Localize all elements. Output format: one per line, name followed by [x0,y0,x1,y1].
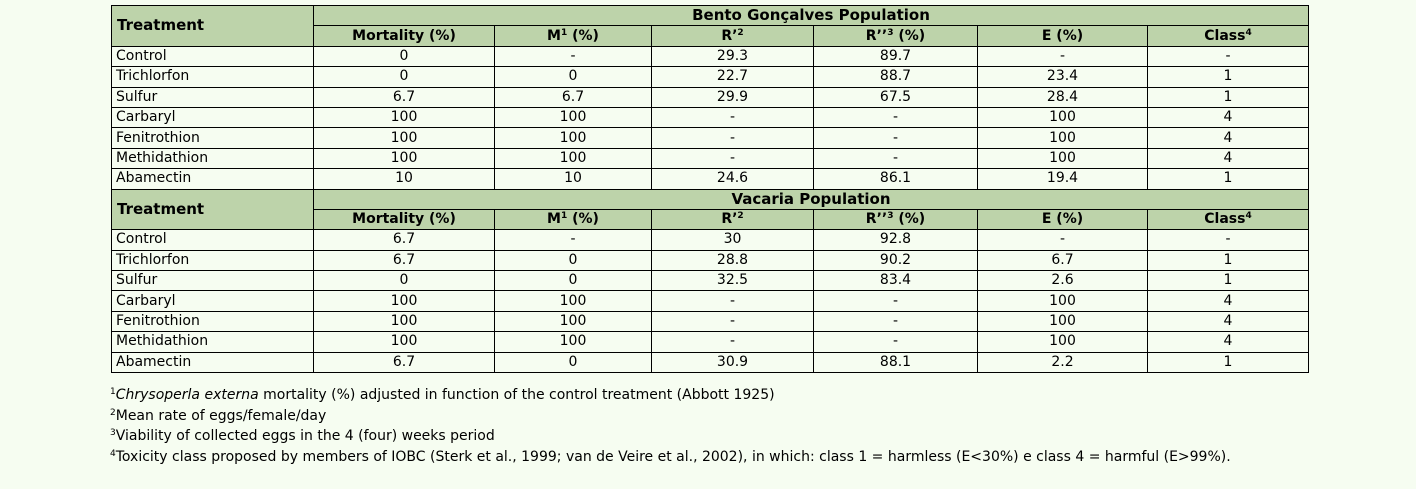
class-cell: - [1148,46,1309,66]
treatment-name-cell: Methidathion [112,332,314,352]
mortality-cell: 6.7 [314,230,495,250]
e-cell: 19.4 [978,169,1148,189]
r-cell: - [652,148,814,168]
treatment-name-cell: Trichlorfon [112,250,314,270]
treatment-name-cell: Control [112,230,314,250]
table-row [112,169,1309,189]
class-cell: 4 [1148,332,1309,352]
class-cell: 4 [1148,128,1309,148]
population-header-row [112,189,1309,209]
r-cell: 28.8 [652,250,814,270]
footnote-2: $^2$Mean rate of eggs/female/day [110,407,327,424]
mortality-cell: 6.7 [314,250,495,270]
population-title: Vacaria Population [314,189,1309,209]
treatment-name-cell: Sulfur [112,87,314,107]
treatment-name-cell: Fenitrothion [112,128,314,148]
r2-cell: 88.1 [814,352,978,372]
r-cell: 29.3 [652,46,814,66]
e-header: E (%) [978,26,1148,46]
m-cell: 100 [495,128,652,148]
r2-cell: - [814,291,978,311]
toxicity-table [111,5,1309,373]
r2-header: R’’$^3$ (%) [814,26,978,46]
treatment-name-cell: Abamectin [112,352,314,372]
treatment-name-cell: Fenitrothion [112,311,314,331]
m-cell: - [495,230,652,250]
table-row [112,46,1309,66]
e-cell: 2.6 [978,271,1148,291]
r2-cell: 90.2 [814,250,978,270]
r-cell: 29.9 [652,87,814,107]
r-cell: - [652,311,814,331]
treatment-name-cell: Methidathion [112,148,314,168]
r-cell: 24.6 [652,169,814,189]
e-cell: 23.4 [978,67,1148,87]
table-row [112,128,1309,148]
table-row [112,271,1309,291]
mortality-cell: 6.7 [314,352,495,372]
table-row [112,87,1309,107]
class-cell: 1 [1148,87,1309,107]
r2-cell: 86.1 [814,169,978,189]
treatment-name-cell: Trichlorfon [112,67,314,87]
treatment-name-cell: Carbaryl [112,107,314,127]
e-cell: - [978,230,1148,250]
r2-cell: - [814,311,978,331]
r2-cell: - [814,107,978,127]
mortality-cell: 100 [314,311,495,331]
r-cell: - [652,107,814,127]
mortality-cell: 6.7 [314,87,495,107]
treatment-name-cell: Carbaryl [112,291,314,311]
population-header-row [112,6,1309,26]
m-cell: 0 [495,271,652,291]
m-cell: - [495,46,652,66]
class-cell: 1 [1148,352,1309,372]
m-cell: 0 [495,250,652,270]
e-cell: 100 [978,107,1148,127]
table-row [112,291,1309,311]
mortality-header: Mortality (%) [314,209,495,229]
footnote-3: $^3$Viability of collected eggs in the 4 (four) weeks period [110,428,495,445]
e-cell: 100 [978,311,1148,331]
e-cell: 100 [978,148,1148,168]
table-row [112,311,1309,331]
r2-cell: - [814,128,978,148]
treatment-name-cell: Sulfur [112,271,314,291]
e-cell: - [978,46,1148,66]
mortality-cell: 0 [314,46,495,66]
class-cell: 1 [1148,169,1309,189]
r-cell: 30.9 [652,352,814,372]
footnote-4: $^4$Toxicity class proposed by members of IOBC (Sterk et al., 1999; van de Veire et al., 2002), in which: class 1 = harmless (E<30%) e class 4 = harmful (E>99%). [110,448,1231,465]
m-cell: 100 [495,107,652,127]
class-cell: 4 [1148,148,1309,168]
r-cell: 32.5 [652,271,814,291]
e-cell: 100 [978,291,1148,311]
class-header: Class$^4$ [1148,26,1309,46]
m-cell: 100 [495,291,652,311]
mortality-cell: 0 [314,271,495,291]
e-cell: 28.4 [978,87,1148,107]
class-cell: 4 [1148,311,1309,331]
e-cell: 2.2 [978,352,1148,372]
r-cell: 30 [652,230,814,250]
m-cell: 0 [495,67,652,87]
r-cell: 22.7 [652,67,814,87]
m-cell: 100 [495,311,652,331]
mortality-cell: 100 [314,291,495,311]
class-cell: 4 [1148,107,1309,127]
r2-cell: - [814,148,978,168]
r2-cell: 92.8 [814,230,978,250]
r2-cell: 67.5 [814,87,978,107]
table-row [112,352,1309,372]
treatment-header: Treatment [112,6,314,47]
class-cell: 4 [1148,291,1309,311]
r2-cell: 88.7 [814,67,978,87]
r-header: R’$^2$ [652,26,814,46]
m-cell: 10 [495,169,652,189]
m-cell: 100 [495,332,652,352]
e-cell: 100 [978,128,1148,148]
m-header: $M^1$ (%) [495,26,652,46]
r-header: R’$^2$ [652,209,814,229]
m-cell: 100 [495,148,652,168]
class-cell: 1 [1148,271,1309,291]
mortality-cell: 0 [314,67,495,87]
class-cell: 1 [1148,67,1309,87]
r-cell: - [652,128,814,148]
class-cell: 1 [1148,250,1309,270]
table-row [112,230,1309,250]
footnotes [110,385,1231,467]
population-title: Bento Gonçalves Population [314,6,1309,26]
mortality-cell: 100 [314,128,495,148]
treatment-header: Treatment [112,189,314,230]
mortality-cell: 100 [314,148,495,168]
r-cell: - [652,291,814,311]
m-header: $M^1$ (%) [495,209,652,229]
table-row [112,107,1309,127]
e-header: E (%) [978,209,1148,229]
table-row [112,250,1309,270]
e-cell: 100 [978,332,1148,352]
species-name: Chrysoperla externa [115,387,259,403]
mortality-cell: 10 [314,169,495,189]
m-cell: 6.7 [495,87,652,107]
r-cell: - [652,332,814,352]
footnote-1: $^1$Chrysoperla externa mortality (%) adjusted in function of the control treatment (Abbott 1925) [110,387,775,403]
r2-header: R’’$^3$ (%) [814,209,978,229]
treatment-name-cell: Control [112,46,314,66]
mortality-cell: 100 [314,332,495,352]
treatment-name-cell: Abamectin [112,169,314,189]
r2-cell: 83.4 [814,271,978,291]
class-header: Class$^4$ [1148,209,1309,229]
mortality-header: Mortality (%) [314,26,495,46]
table-row [112,148,1309,168]
table-row [112,332,1309,352]
class-cell: - [1148,230,1309,250]
r2-cell: 89.7 [814,46,978,66]
mortality-cell: 100 [314,107,495,127]
r2-cell: - [814,332,978,352]
e-cell: 6.7 [978,250,1148,270]
table-row [112,67,1309,87]
m-cell: 0 [495,352,652,372]
